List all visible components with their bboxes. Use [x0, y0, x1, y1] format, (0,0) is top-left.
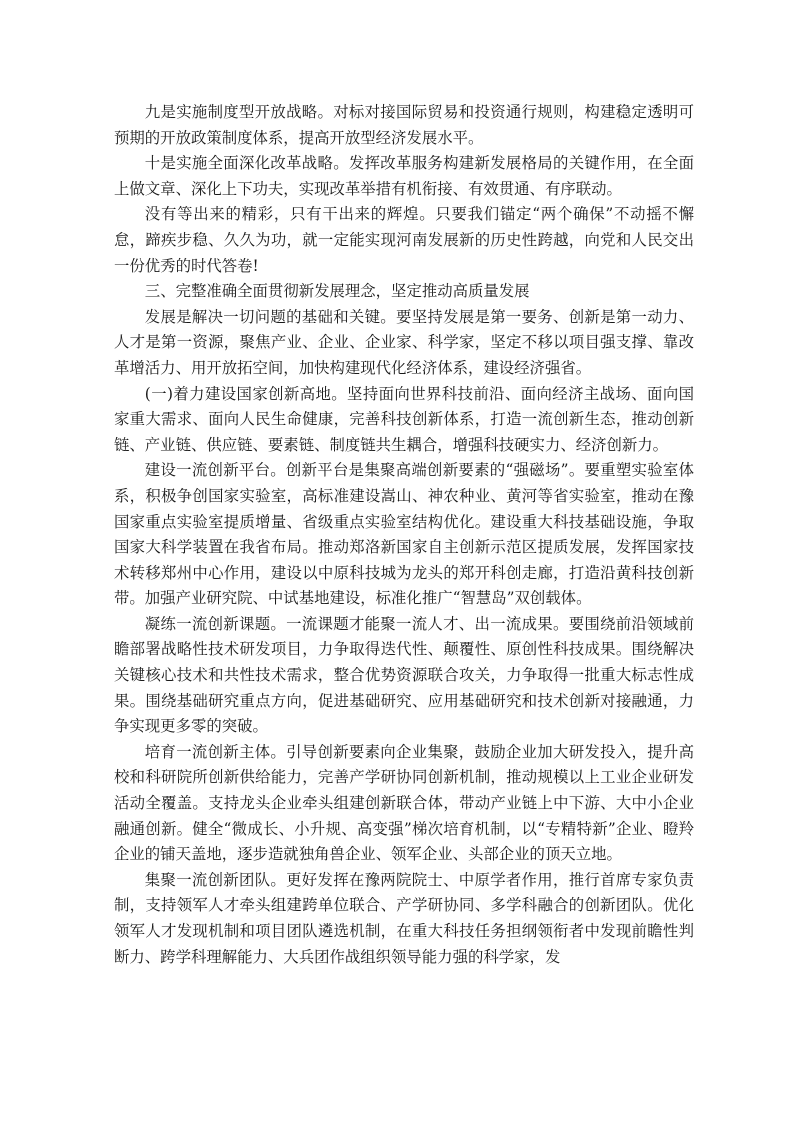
section-heading-three: 三、完整准确全面贯彻新发展理念，坚定推动高质量发展	[144, 282, 530, 301]
paragraph-two-ensures: 没有等出来的精彩，只有干出来的辉煌。只要我们锚定“两个确保”不动摇不懈怠，蹄疾步稳、久久为功，就一定能实现河南发展新的历史性跨越，向党和人民交出一份优秀的时代答卷!	[114, 205, 694, 275]
paragraph-innovation-platform: 建设一流创新平台。创新平台是集聚高端创新要素的“强磁场”。要重塑实验室体系，积极争创国家实验室，高标准建设嵩山、神农种业、黄河等省实验室，推动在豫国家重点实验室提质增量、省级重点实验室结构优化。建设重大科技基础设施，争取国家大科学装置在我省布局。推动郑洛新国家自主创新示范区提质发展，发挥国家技术转移郑州中心作用，建设以中原科技城为龙头的郑开科创走廊，打造沿黄科技创新带。加强产业研究院、中试基地建设，标准化推广“智慧岛”双创载体。	[114, 461, 694, 608]
paragraph-innovation-teams: 集聚一流创新团队。更好发挥在豫两院院士、中原学者作用，推行首席专家负责制，支持领军人才牵头组建跨单位联合、产学研协同、多学科融合的创新团队。优化领军人才发现机制和项目团队遴选机制，在重大科技任务担纲领衔者中发现前瞻性判断力、跨学科理解能力、大兵团作战组织领导能力强的科学家，发	[114, 870, 694, 966]
document-body	[114, 100, 694, 970]
paragraph-innovation-topics: 凝练一流创新课题。一流课题才能聚一流人才、出一流成果。要围绕前沿领域前瞻部署战略性技术研发项目，力争取得迭代性、颠覆性、原创性科技成果。围绕解决关键核心技术和共性技术需求，整合优势资源联合攻关，力争取得一批重大标志性成果。围绕基础研究重点方向，促进基础研究、应用基础研究和技术创新对接融通，力争实现更多零的突破。	[114, 614, 694, 736]
paragraph-opening-strategy: 九是实施制度型开放战略。对标对接国际贸易和投资通行规则，构建稳定透明可预期的开放政策制度体系，提高开放型经济发展水平。	[114, 103, 694, 147]
paragraph-reform-strategy: 十是实施全面深化改革战略。发挥改革服务构建新发展格局的关键作用，在全面上做文章、深化上下功夫，实现改革举措有机衔接、有效贯通、有序联动。	[114, 154, 694, 198]
paragraph-innovation-entities: 培育一流创新主体。引导创新要素向企业集聚，鼓励企业加大研发投入，提升高校和科研院所创新供给能力，完善产学研协同创新机制，推动规模以上工业企业研发活动全覆盖。支持龙头企业牵头组建创新联合体，带动产业链上中下游、大中小企业融通创新。健全“微成长、小升规、高变强”梯次培育机制，以“专精特新”企业、瞪羚企业的铺天盖地，逐步造就独角兽企业、领军企业、头部企业的顶天立地。	[114, 742, 694, 864]
paragraph-development: 发展是解决一切问题的基础和关键。要坚持发展是第一要务、创新是第一动力、人才是第一资源，聚焦产业、企业、企业家、科学家，坚定不移以项目强支撑、靠改革增活力、用开放拓空间，加快构建现代化经济体系，建设经济强省。	[114, 307, 694, 377]
paragraph-innovation-highland: (一)着力建设国家创新高地。坚持面向世界科技前沿、面向经济主战场、面向国家重大需求、面向人民生命健康，完善科技创新体系，打造一流创新生态，推动创新链、产业链、供应链、要素链、制度链共生耦合，增强科技硬实力、经济创新力。	[114, 384, 694, 454]
